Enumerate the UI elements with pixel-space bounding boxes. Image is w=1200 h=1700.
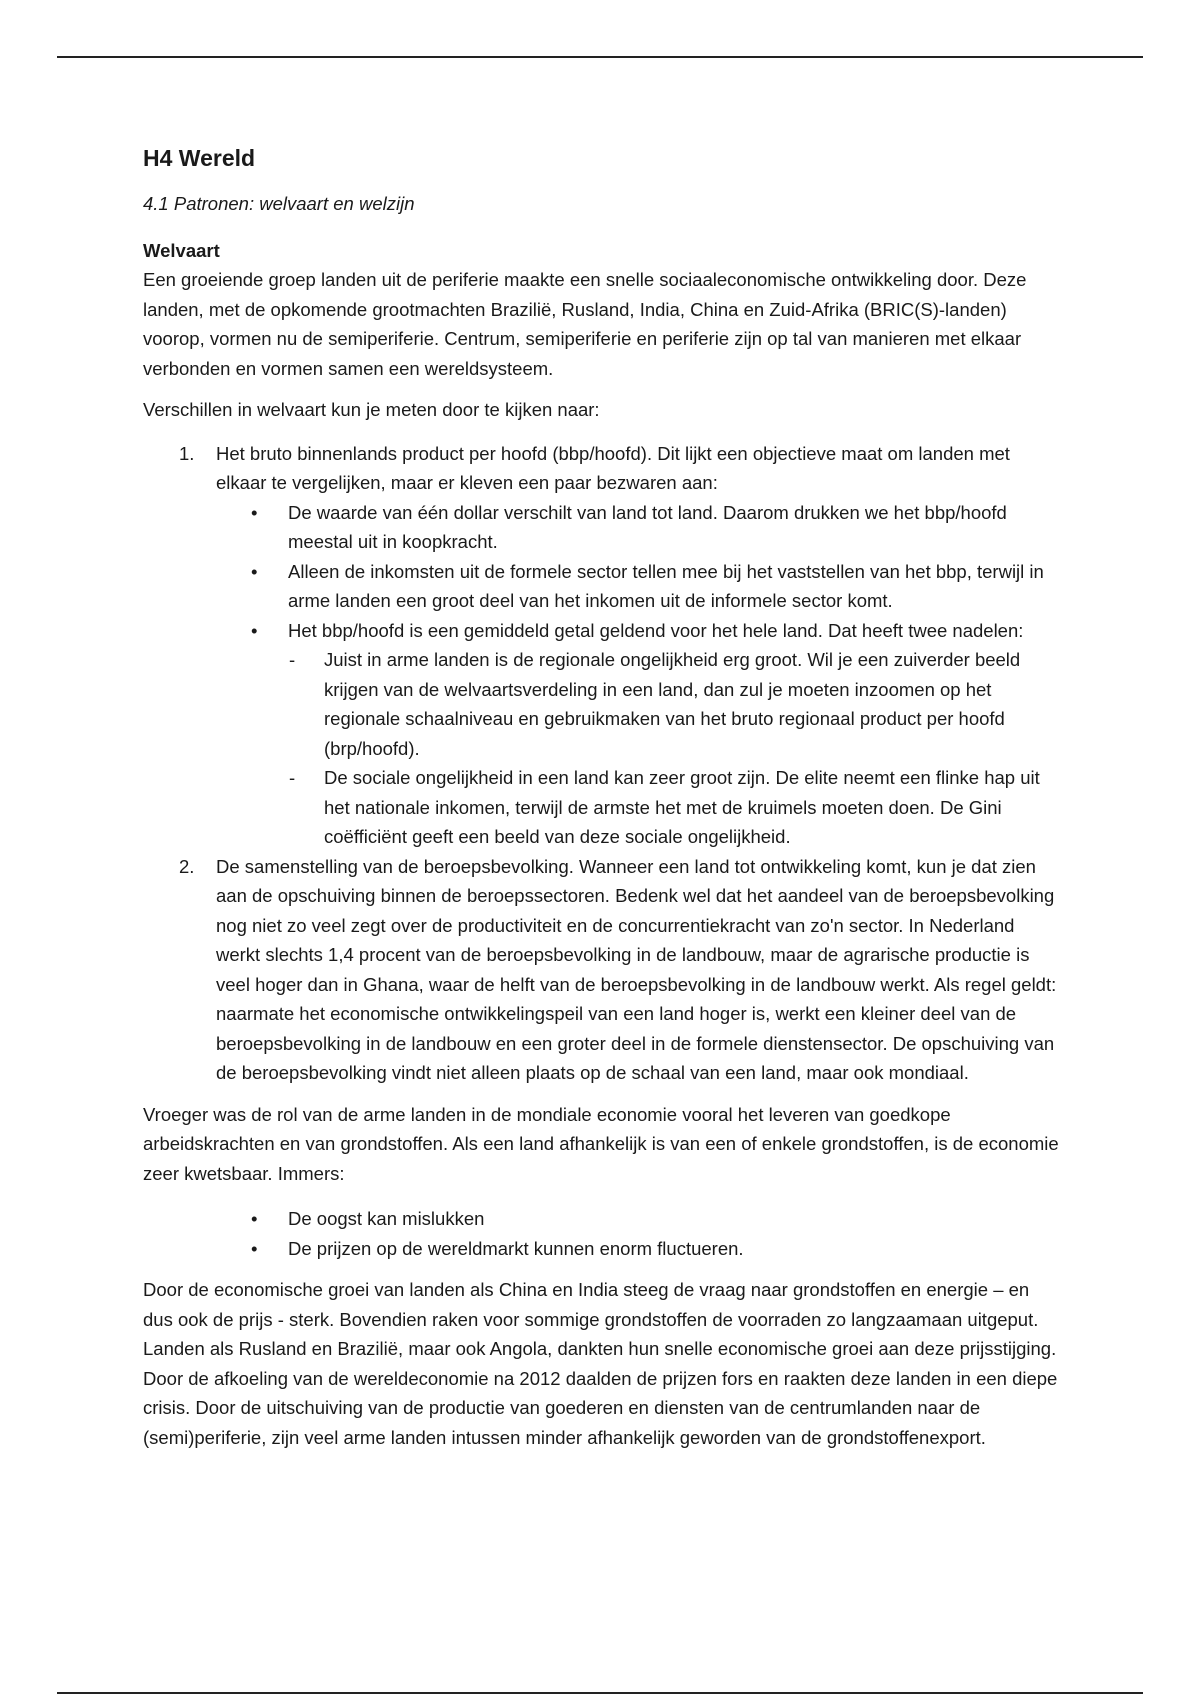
bullet-list — [143, 498, 1063, 852]
measure-intro: Verschillen in welvaart kun je meten door te kijken naar: — [143, 399, 600, 420]
dash-item: - De sociale ongelijkheid in een land kan zeer groot zijn. De elite neemt een flinke hap uit het nationale inkomen, terwijl de armste het met de kruimels moeten doen. De Gini coëfficiënt geeft een beeld van deze sociale ongelijkheid. — [143, 763, 1063, 852]
dash-list — [143, 645, 1063, 852]
dash-icon: - — [289, 767, 296, 788]
bullet-icon: • — [251, 1208, 258, 1229]
section-title: Welvaart — [143, 240, 220, 261]
bullet-list-risks — [143, 1204, 1063, 1263]
bullet-item: • Alleen de inkomsten uit de formele sector tellen mee bij het vaststellen van het bbp, terwijl in arme landen een groot deel van het inkomen uit de informele sector komt. — [143, 557, 1063, 616]
intro-paragraph: Een groeiende groep landen uit de periferie maakte een snelle sociaaleconomische ontwikkeling door. Deze landen, met de opkomende grootmachten Brazilië, Rusland, India, China en Zuid-Afrika (BRIC(S)-landen) voorop, vormen nu de semiperiferie. Centrum, semiperiferie en periferie zijn op tal van manieren met elkaar verbonden en vormen samen een wereldsysteem. — [143, 269, 1027, 379]
list-item — [143, 852, 1063, 1088]
list-item — [143, 439, 1063, 852]
list-number: 2. — [179, 855, 195, 877]
header-rule — [57, 56, 1143, 58]
bullet-icon: • — [251, 619, 258, 641]
document-heading: H4 Wereld — [143, 145, 256, 171]
bullet-item: • De waarde van één dollar verschilt van land tot land. Daarom drukken we het bbp/hoofd meestal uit in koopkracht. — [143, 498, 1063, 557]
bullet-icon: • — [251, 560, 258, 582]
list-number: 1. — [179, 442, 195, 464]
numbered-list — [143, 439, 1063, 1088]
document-page — [143, 143, 1063, 1462]
bullet-item: • De prijzen op de wereldmarkt kunnen enorm fluctueren. — [143, 1234, 1063, 1264]
paragraph-vroeger: Vroeger was de rol van de arme landen in de mondiale economie vooral het leveren van goedkope arbeidskrachten en van grondstoffen. Als een land afhankelijk is van een of enkele grondstoffen, is de economie zeer kwetsbaar. Immers: — [143, 1103, 1059, 1184]
paragraph-groei: Door de economische groei van landen als China en India steeg de vraag naar grondstoffen en energie – en dus ook de prijs - sterk. Bovendien raken voor sommige grondstoffen de voorraden zo langzaamaan uitgeput. Landen als Rusland en Brazilië, maar ook Angola, dankten hun snelle economische groei aan deze prijsstijging. Door de afkoeling van de wereldeconomie na 2012 daalden de prijzen fors en raakten deze landen in een diepe crisis. Door de uitschuiving van de productie van goederen en diensten van de centrumlanden naar de (semi)periferie, zijn veel arme landen intussen minder afhankelijk geworden van de grondstoffenexport. — [143, 1279, 1058, 1448]
bullet-icon: • — [251, 1237, 258, 1259]
dash-icon: - — [289, 649, 296, 670]
footer-rule — [57, 1692, 1143, 1694]
list-item-text: De samenstelling van de beroepsbevolking. Wanneer een land tot ontwikkeling komt, kun je dat zien aan de opschuiving binnen de beroepssectoren. Bedenk wel dat het aandeel van de beroepsbevolking nog niet zo veel zegt over de productiviteit en de concurrentiekracht van zo'n sector. In Nederland werkt slechts 1,4 procent van de beroepsbevolking in de landbouw, maar de agrarische productie is veel hoger dan in Ghana, waar de helft van de beroepsbevolking in de landbouw werkt. Als regel geldt: naarmate het economische ontwikkelingspeil van een land hoger is, werkt een kleiner deel van de beroepsbevolking in de landbouw en een groter deel in de formele dienstensector. De opschuiving van de beroepsbevolking vindt niet alleen plaats op de schaal van een land, maar ook mondiaal. — [216, 855, 1057, 1083]
list-item-text: Het bruto binnenlands product per hoofd (bbp/hoofd). Dit lijkt een objectieve maat om landen met elkaar te vergelijken, maar er kleven een paar bezwaren aan: — [216, 442, 1010, 493]
bullet-icon: • — [251, 501, 258, 523]
document-subheading: 4.1 Patronen: welvaart en welzijn — [143, 193, 415, 214]
bullet-item: • De oogst kan mislukken — [143, 1204, 1063, 1234]
dash-item: - Juist in arme landen is de regionale ongelijkheid erg groot. Wil je een zuiverder beeld krijgen van de welvaartsverdeling in een land, dan zul je moeten inzoomen op het regionale schaalniveau en gebruikmaken van het bruto regionaal product per hoofd (brp/hoofd). — [143, 645, 1063, 763]
bullet-item: • Het bbp/hoofd is een gemiddeld getal geldend voor het hele land. Dat heeft twee nadelen: — [143, 616, 1063, 646]
